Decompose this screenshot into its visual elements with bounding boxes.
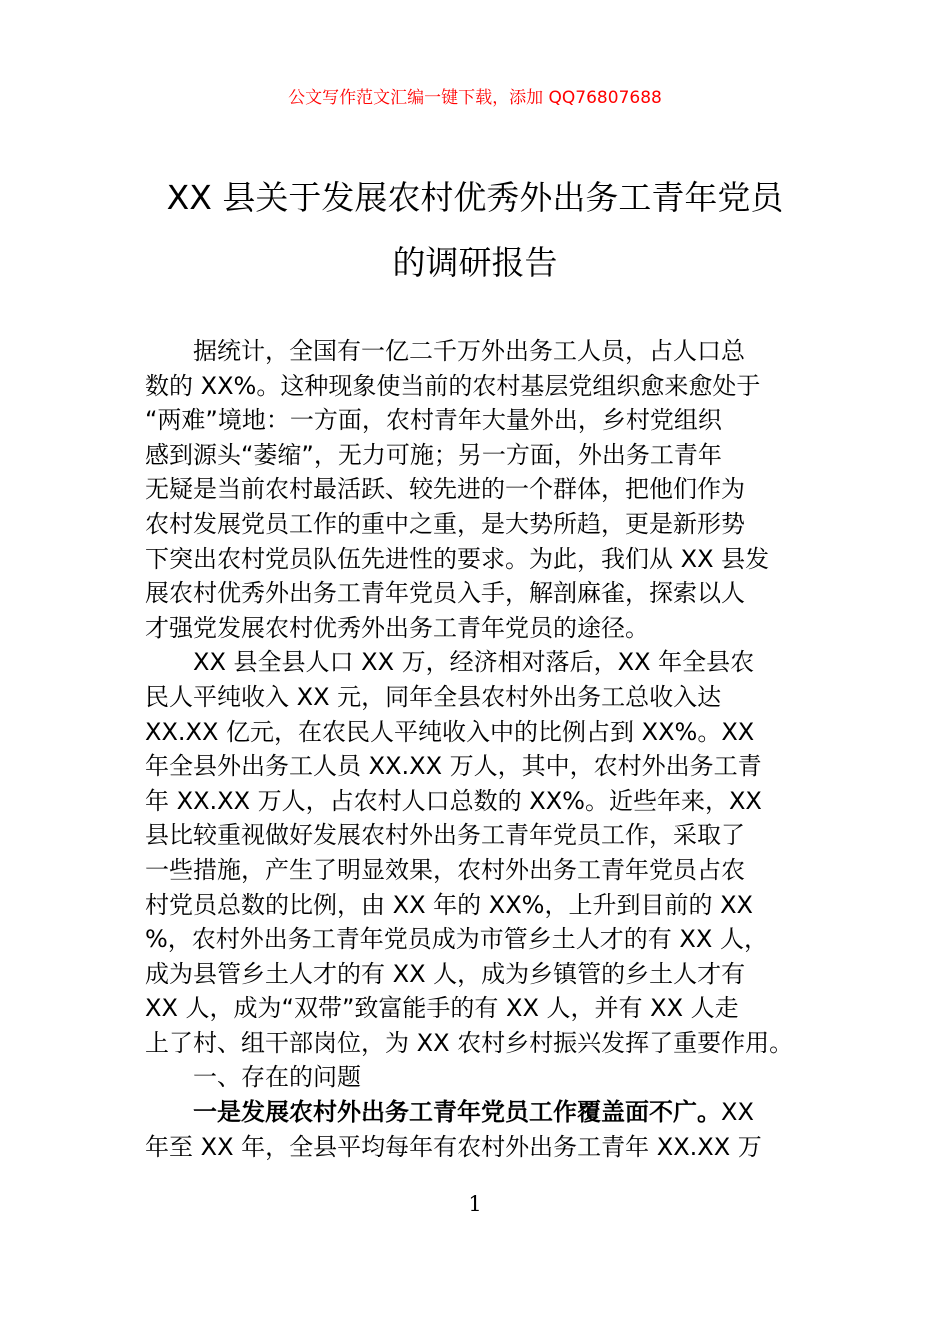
- document-body: [145, 334, 810, 1164]
- document-title-line-1: XX 县关于发展农村优秀外出务工青年党员: [166, 178, 784, 217]
- body-line: 民人平纯收入 XX 元，同年全县农村外出务工总收入达: [145, 682, 722, 711]
- body-line: 数的 XX%。这种现象使当前的农村基层党组织愈来愈处于: [145, 371, 761, 400]
- body-line: 无疑是当前农村最活跃、较先进的一个群体，把他们作为: [145, 475, 745, 504]
- body-line: XX 县全县人口 XX 万，经济相对落后，XX 年全县农: [193, 648, 755, 677]
- body-line: 上了村、组干部岗位，为 XX 农村乡村振兴发挥了重要作用。: [145, 1028, 794, 1057]
- body-line: “两难”境地：一方面，农村青年大量外出，乡村党组织: [145, 406, 722, 435]
- body-line: 下突出农村党员队伍先进性的要求。为此，我们从 XX 县发: [145, 544, 770, 573]
- body-line: 县比较重视做好发展农村外出务工青年党员工作，采取了: [145, 821, 745, 850]
- section-heading: 一、存在的问题: [193, 1063, 361, 1092]
- body-line: 据统计，全国有一亿二千万外出务工人员，占人口总: [193, 337, 745, 365]
- body-line: 展农村优秀外出务工青年党员入手，解剖麻雀，探索以人: [145, 579, 745, 608]
- page-number: 1: [468, 1192, 482, 1216]
- body-line: %，农村外出务工青年党员成为市管乡土人才的有 XX 人，: [145, 925, 768, 954]
- bold-lead-text: 一是发展农村外出务工青年党员工作覆盖面不广。: [193, 1098, 721, 1127]
- body-line: 农村发展党员工作的重中之重，是大势所趋，更是新形势: [145, 509, 745, 538]
- body-line: 感到源头“萎缩”，无力可施；另一方面，外出务工青年: [145, 440, 722, 469]
- body-line: 一些措施，产生了明显效果，农村外出务工青年党员占农: [145, 855, 745, 884]
- body-line: XX.XX 亿元，在农民人平纯收入中的比例占到 XX%。XX: [145, 717, 755, 746]
- body-line: 年全县外出务工人员 XX.XX 万人，其中，农村外出务工青: [145, 752, 762, 781]
- body-line: 年至 XX 年，全县平均每年有农村外出务工青年 XX.XX 万: [145, 1132, 762, 1161]
- bold-lead-line: [145, 1095, 810, 1130]
- document-title-line-2: 的调研报告: [392, 243, 558, 282]
- body-line: 年 XX.XX 万人，占农村人口总数的 XX%。近些年来，XX: [145, 786, 762, 815]
- body-line: 村党员总数的比例，由 XX 年的 XX%，上升到目前的 XX: [145, 890, 753, 919]
- body-line: XX 人，成为“双带”致富能手的有 XX 人，并有 XX 人走: [145, 994, 739, 1023]
- body-line: 才强党发展农村优秀外出务工青年党员的途径。: [145, 613, 649, 642]
- bold-lead-rest: XX: [721, 1098, 754, 1127]
- body-line: 成为县管乡土人才的有 XX 人，成为乡镇管的乡土人才有: [145, 959, 746, 988]
- download-banner: 公文写作范文汇编一键下载，添加 QQ76807688: [288, 88, 662, 108]
